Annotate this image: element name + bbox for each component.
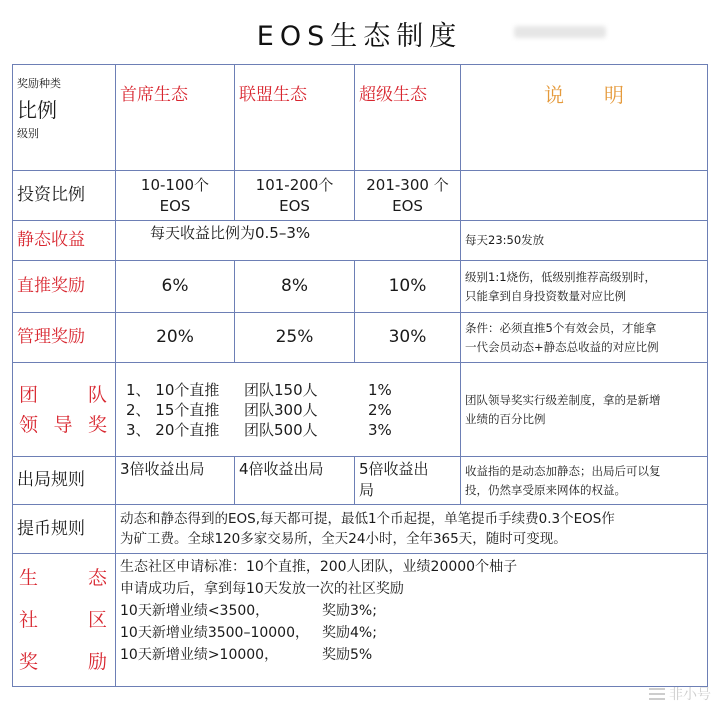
eco-reward-char-5: 奖	[19, 651, 39, 673]
team-leader-char-1: 团	[19, 383, 39, 406]
team-tier-row	[126, 400, 456, 420]
eco-reward-label-line1	[17, 557, 111, 599]
team-tier-team: 团队300人	[244, 400, 318, 419]
withdraw-rule-label: 提币规则	[13, 505, 116, 554]
reward-type-label: 奖励种类	[17, 77, 61, 90]
eco-reward-char-1: 生	[19, 567, 39, 589]
exit-rule-super-line1: 5倍收益出	[359, 460, 429, 478]
investment-super-line2: EOS	[392, 196, 423, 215]
management-reward-note-line2: 一代会员动态+静态总收益的对应比例	[465, 339, 659, 354]
investment-note	[461, 171, 708, 221]
investment-chief-line2: EOS	[159, 196, 191, 215]
page-title: EOS生态制度	[256, 21, 463, 52]
team-leader-label	[13, 363, 116, 457]
management-reward-chief: 20%	[116, 313, 235, 363]
team-tier-rate: 1%	[368, 380, 392, 399]
direct-reward-note-line1: 级别1:1烧伤，低级别推荐高级别时，	[465, 269, 657, 284]
eco-reward-tier	[120, 600, 703, 622]
eos-system-table	[12, 64, 708, 687]
static-income-label: 静态收益	[13, 221, 116, 261]
management-reward-alliance: 25%	[235, 313, 355, 363]
investment-super-line1: 201-300 个	[366, 175, 449, 194]
team-tier-direct: 2、 15个直推	[126, 400, 220, 419]
management-reward-note	[461, 313, 708, 363]
static-income-value: 每天收益比例为0.5–3%	[116, 221, 461, 261]
investment-alliance	[235, 171, 355, 221]
eco-reward-char-2: 态	[87, 567, 107, 589]
team-tier-direct: 3、 20个直推	[126, 420, 220, 439]
header-corner-cell	[13, 65, 116, 171]
withdraw-rule-line2: 为矿工费。全球120多家交易所，全天24小时，全年365天，随时可变现。	[120, 531, 567, 547]
static-income-row	[13, 221, 708, 261]
exit-rule-alliance: 4倍收益出局	[235, 457, 355, 505]
exit-rule-row	[13, 457, 708, 505]
exit-rule-super	[355, 457, 461, 505]
level-label: 级别	[17, 127, 39, 140]
direct-reward-row	[13, 261, 708, 313]
eco-reward-condition: 10天新增业绩<3500，	[120, 603, 270, 619]
eco-reward-char-3: 社	[19, 609, 39, 631]
direct-reward-chief: 6%	[116, 261, 235, 313]
eco-reward-standard: 生态社区申请标准：10个直推，200人团队，业绩20000个柚子	[120, 559, 518, 575]
team-tier-rate: 3%	[368, 420, 392, 439]
team-leader-char-4: 导	[53, 413, 73, 436]
team-tier-direct: 1、 10个直推	[126, 380, 220, 399]
column-header-chief: 首席生态	[116, 65, 235, 171]
eco-reward-char-4: 区	[87, 609, 107, 631]
exit-rule-label: 出局规则	[13, 457, 116, 505]
eco-reward-rate: 奖励4%;	[322, 625, 377, 641]
investment-alliance-line2: EOS	[279, 196, 310, 215]
team-leader-tiers	[116, 363, 461, 457]
blurred-watermark	[514, 26, 606, 38]
investment-super	[355, 171, 461, 221]
investment-row	[13, 171, 708, 221]
withdraw-rule-line1: 动态和静态得到的EOS,每天都可提，最低1个币起提，单笔提币手续费0.3个EOS作	[120, 511, 615, 527]
team-leader-note-line1: 团队领导奖实行级差制度，拿的是新增	[465, 392, 661, 407]
exit-rule-chief: 3倍收益出局	[116, 457, 235, 505]
exit-rule-super-line2: 局	[359, 481, 375, 499]
team-tier-team: 团队500人	[244, 420, 318, 439]
team-leader-note	[461, 363, 708, 457]
eco-reward-tier	[120, 644, 703, 666]
watermark-text: 非小号	[669, 687, 711, 703]
team-tier-row	[126, 380, 456, 400]
team-leader-char-2: 队	[87, 383, 107, 406]
eco-reward-tier	[120, 622, 703, 644]
withdraw-rule-text	[116, 505, 708, 554]
management-reward-note-line1: 条件：必须直推5个有效会员，才能拿	[465, 320, 657, 335]
team-leader-label-line2	[17, 410, 111, 440]
team-leader-char-5: 奖	[87, 413, 107, 436]
eco-reward-text	[116, 554, 708, 687]
eco-reward-rate: 奖励3%;	[322, 603, 377, 619]
investment-chief-line1: 10-100个	[140, 175, 210, 194]
direct-reward-alliance: 8%	[235, 261, 355, 313]
eco-reward-char-6: 励	[87, 651, 107, 673]
eco-reward-condition: 10天新增业绩>10000，	[120, 647, 279, 663]
eco-reward-label-line2	[17, 599, 111, 641]
management-reward-label: 管理奖励	[13, 313, 116, 363]
watermark-logo-icon	[649, 688, 665, 700]
eco-reward-condition: 10天新增业绩3500–10000，	[120, 625, 309, 641]
team-leader-note-line2: 业绩的百分比例	[465, 411, 546, 426]
management-reward-row	[13, 313, 708, 363]
investment-alliance-line1: 101-200个	[255, 175, 334, 194]
team-leader-char-3: 领	[19, 413, 39, 436]
header-row	[13, 65, 708, 171]
investment-label: 投资比例	[13, 171, 116, 221]
team-tier-rate: 2%	[368, 400, 392, 419]
exit-rule-note	[461, 457, 708, 505]
eco-reward-label-line3	[17, 641, 111, 683]
investment-chief	[116, 171, 235, 221]
exit-rule-note-line1: 收益指的是动态加静态；出局后可以复	[465, 463, 661, 478]
eco-reward-rate: 奖励5%	[322, 647, 373, 663]
watermark	[649, 684, 711, 704]
withdraw-rule-row	[13, 505, 708, 554]
team-tier-team: 团队150人	[244, 380, 318, 399]
team-tier-row	[126, 420, 456, 440]
eco-reward-after-apply: 申请成功后，拿到每10天发放一次的社区奖励	[120, 581, 404, 597]
eco-reward-row	[13, 554, 708, 687]
ratio-label: 比例	[17, 98, 57, 122]
management-reward-super: 30%	[355, 313, 461, 363]
column-header-description: 说 明	[461, 65, 708, 171]
column-header-alliance: 联盟生态	[235, 65, 355, 171]
direct-reward-note	[461, 261, 708, 313]
direct-reward-note-line2: 只能拿到自身投资数量对应比例	[465, 288, 626, 303]
column-header-super: 超级生态	[355, 65, 461, 171]
eco-reward-label	[13, 554, 116, 687]
direct-reward-label: 直推奖励	[13, 261, 116, 313]
team-leader-row	[13, 363, 708, 457]
team-leader-label-line1	[17, 380, 111, 410]
exit-rule-note-line2: 投，仍然享受原来网体的权益。	[465, 482, 626, 497]
static-income-note: 每天23:50发放	[461, 221, 708, 261]
direct-reward-super: 10%	[355, 261, 461, 313]
